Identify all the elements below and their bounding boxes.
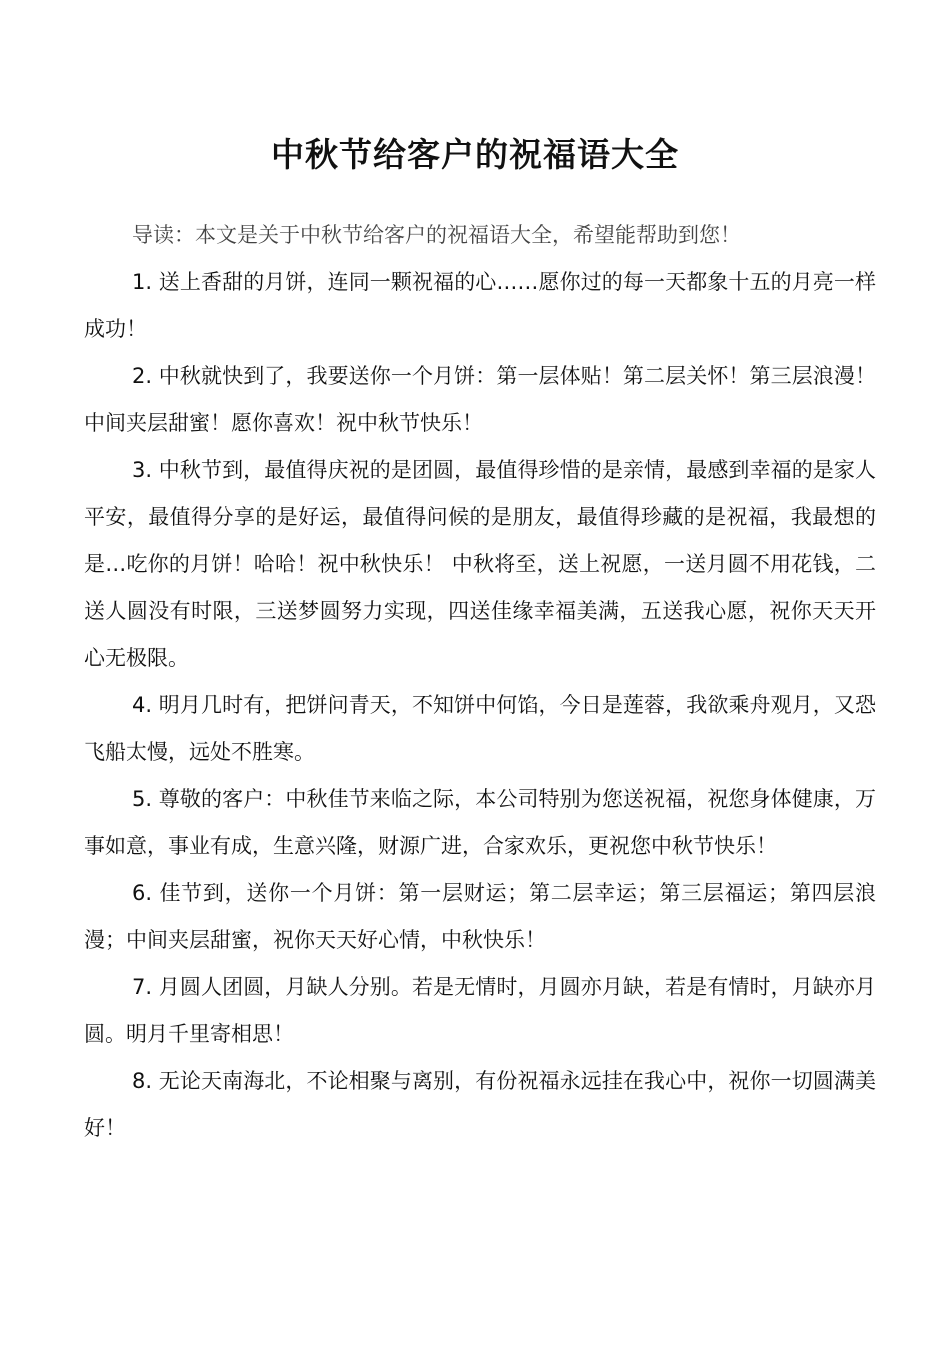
blessing-paragraph-1: 1. 送上香甜的月饼，连同一颗祝福的心……愿你过的每一天都象十五的月亮一样成功！ (84, 270, 876, 341)
blessing-paragraph-2: 2. 中秋就快到了，我要送你一个月饼：第一层体贴！第二层关怀！第三层浪漫！中间夹层甜蜜！愿你喜欢！祝中秋节快乐！ (84, 364, 876, 435)
blessing-paragraph-3: 3. 中秋节到，最值得庆祝的是团圆，最值得珍惜的是亲情，最感到幸福的是家人平安，最值得分享的是好运，最值得问候的是朋友，最值得珍藏的是祝福，我最想的是…吃你的月饼！哈哈！祝中秋快乐！ 中秋将至，送上祝愿，一送月圆不用花钱，二送人圆没有时限，三送梦圆努力实现，四送佳缘幸福美满，五送我心愿，祝你天天开心无极限。 (84, 458, 876, 670)
blessing-paragraph-5: 5. 尊敬的客户：中秋佳节来临之际，本公司特别为您送祝福，祝您身体健康，万事如意，事业有成，生意兴隆，财源广进，合家欢乐，更祝您中秋节快乐！ (84, 787, 876, 858)
document-body (84, 212, 876, 1152)
blessing-paragraph-7: 7. 月圆人团圆，月缺人分别。若是无情时，月圆亦月缺，若是有情时，月缺亦月圆。明月千里寄相思！ (84, 975, 876, 1046)
blessing-paragraph-6: 6. 佳节到，送你一个月饼：第一层财运；第二层幸运；第三层福运；第四层浪漫；中间夹层甜蜜，祝你天天好心情，中秋快乐！ (84, 881, 876, 952)
blessing-paragraph-4: 4. 明月几时有，把饼问青天，不知饼中何馅，今日是莲蓉，我欲乘舟观月，又恐飞船太慢，远处不胜寒。 (84, 693, 876, 764)
intro-paragraph: 导读：本文是关于中秋节给客户的祝福语大全，希望能帮助到您！ (132, 223, 741, 247)
document-title: 中秋节给客户的祝福语大全 (271, 135, 679, 174)
blessing-paragraph-8: 8. 无论天南海北，不论相聚与离别，有份祝福永远挂在我心中，祝你一切圆满美好！ (84, 1069, 876, 1140)
